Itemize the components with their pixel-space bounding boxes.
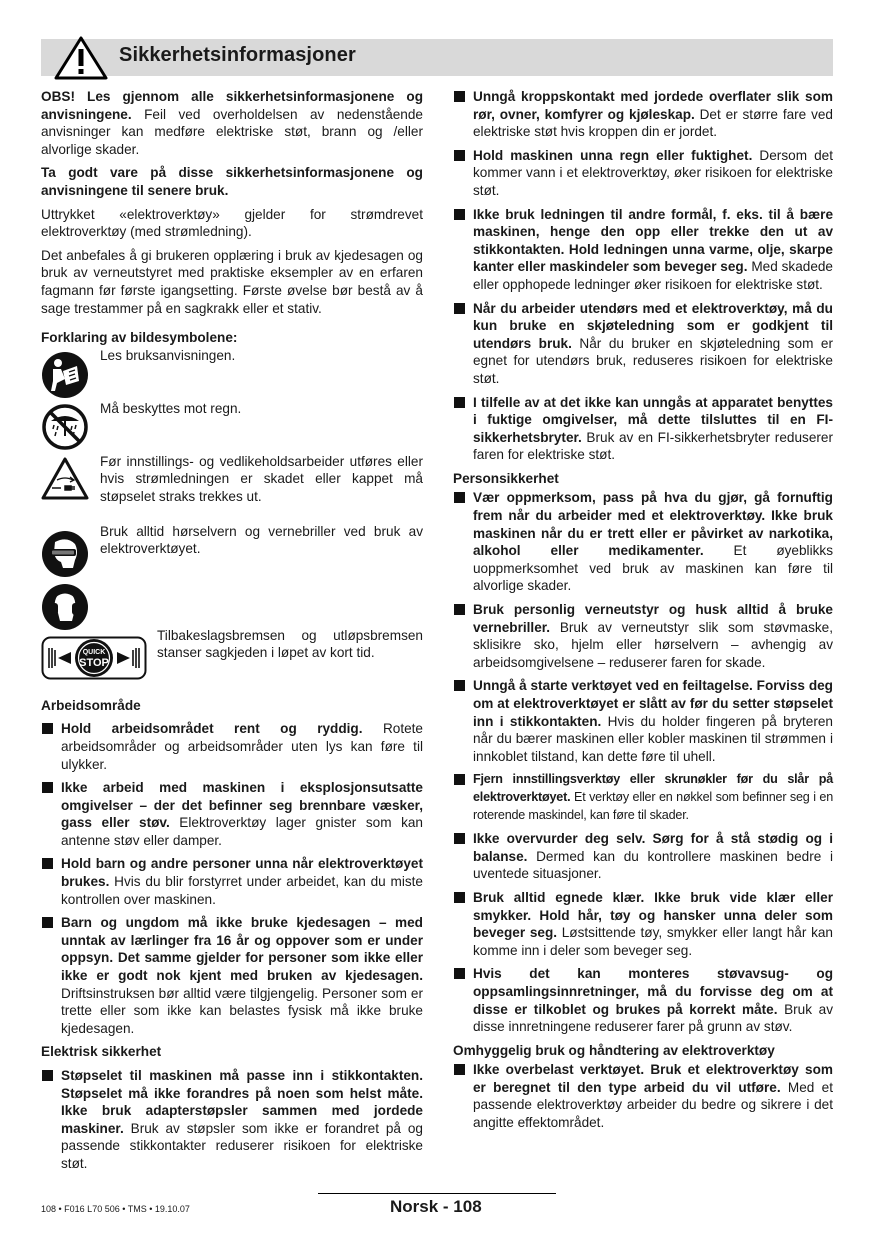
item-bold: Hold arbeidsområdet rent og ryddig. <box>61 721 363 737</box>
handling-heading: Omhyggelig bruk og håndtering av elektroverktøy <box>453 1042 775 1058</box>
list-item <box>41 720 423 773</box>
item-bold: I tilfelle av at det ikke kan unngås at apparatet benyttes i fuktige omgivelser, må dette tilsluttes til en FI-sikkerhetsbryter. <box>473 394 833 445</box>
item-bold: Hvis det kan monteres støvavsug- og oppsamlingsinnretninger, må du forvisse deg om at disse er tilkoblet og brukes på korrekt måte. <box>473 966 833 1017</box>
list-item <box>41 1067 423 1173</box>
symbol-row <box>41 583 423 633</box>
footer-rule <box>318 1193 556 1194</box>
item-text: Dermed kan du kontrollere maskinen bedre i uventede situasjoner. <box>473 848 833 882</box>
intro-paragraph <box>41 88 423 158</box>
list-item <box>41 779 423 849</box>
list-item <box>453 771 833 824</box>
list-item <box>41 855 423 908</box>
item-text: Bruk av verneutstyr slik som støvmaske, sklisikre sko, hjelm eller hørselvern – avhengig av arbeidsomgivelsene – reduserer faren for skade. <box>473 619 833 670</box>
intro-text: Feil ved overholdelsen av nedenstående anvisninger kan medføre elektriske støt, brann og /eller alvorlige skader. <box>41 106 423 157</box>
item-bold: Fjern innstillingsverktøy eller skrunøkler før du slår på elektroverktøyet. <box>473 772 833 804</box>
list-item <box>453 889 833 959</box>
list-item <box>453 394 833 464</box>
list-item <box>453 88 833 141</box>
item-bold: Ikke bruk ledningen til andre formål, f. eks. til å bære maskinen, henge den opp eller trekke den ut av stikkontakten. Hold ledningen unna varme, olje, skarpe kanter eller maskindeler som beveger seg. <box>473 206 833 275</box>
list-item <box>41 914 423 1037</box>
list-item <box>453 830 833 883</box>
item-bold: Bruk alltid egnede klær. Ikke bruk vide klær eller smykker. Hold hår, tøy og hansker unna deler som beveger seg. <box>473 889 833 941</box>
item-bold: Vær oppmerksom, pass på hva du gjør, gå fornuftig frem når du arbeider med et elektroverktøy. Ikke bruk maskinen når du er trett eller er påvirket av narkotika, alkohol eller medikamenter. <box>473 490 833 559</box>
item-bold: Hold barn og andre personer unna når elektroverktøyet brukes. <box>61 856 423 890</box>
symbol-row <box>41 400 423 457</box>
list-item <box>453 601 833 671</box>
symbol-text: Før innstillings- og vedlikeholdsarbeider utføres eller hvis strømledningen er skadet eller kappet må støpselet straks trekkes ut. <box>100 453 423 504</box>
left-column <box>41 88 423 1179</box>
item-bold: Når du arbeider utendørs med et elektroverktøy, må du kun bruke en skjøteledning som er godkjent til utendørs bruk. <box>473 300 833 351</box>
list-item <box>453 147 833 200</box>
item-bold: Ikke overvurder deg selv. Sørg for å stå stødig og i balanse. <box>473 831 833 864</box>
item-text: Bruk av støpsler som ikke er forandret på og passende stikkontakter reduserer risikoen for elektriske støt. <box>61 1120 423 1171</box>
quick-stop-icon <box>41 636 147 680</box>
keep-instructions <box>41 164 423 199</box>
symbol-text: Les bruksanvisningen. <box>100 347 236 363</box>
symbol-row <box>41 347 423 404</box>
item-bold: Ikke arbeid med maskinen i eksplosjonsutsatte omgivelser – der det befinner seg brennbare væsker, gass eller støv. <box>61 780 423 831</box>
item-text: Et øyeblikks uoppmerksomhet ved bruk av maskinen kan føre til alvorlige skader. <box>473 543 833 594</box>
intro-bold: OBS! Les gjennom alle sikkerhetsinformasjonene og anvisningene. <box>41 89 423 122</box>
no-rain-icon <box>41 403 89 451</box>
item-text: Hvis du blir forstyrret under arbeidet, kan du miste kontrollen over maskinen. <box>61 874 423 907</box>
read-manual-icon <box>41 351 89 399</box>
electrical-heading: Elektrisk sikkerhet <box>41 1044 162 1060</box>
item-bold: Ikke overbelast verktøyet. Bruk et elektroverktøy som er beregnet til den type arbeid du vil utføre. <box>473 1062 833 1095</box>
item-text: Bruk av disse innretningene reduserer farer på grunn av støv. <box>473 1001 833 1035</box>
symbol-row <box>41 627 423 697</box>
item-text: Løstsittende tøy, smykker eller langt hår kan komme inn i deler som beveger seg. <box>473 925 833 958</box>
item-text: Dersom det kommer vann i et elektroverktøy, øker risikoen for elektriske støt. <box>473 147 833 198</box>
list-item <box>453 489 833 595</box>
right-column <box>453 88 833 1138</box>
item-bold: Hold maskinen unna regn eller fuktighet. <box>473 147 753 163</box>
item-bold: Unngå kroppskontakt med jordede overflater slik som rør, ovner, komfyrer og kjøleskap. <box>473 89 833 122</box>
item-text: Et verktøy eller en nøkkel som befinner seg i en roterende maskindel, kan føre til skader. <box>473 789 833 822</box>
symbol-row <box>41 523 423 583</box>
item-text: Med skadede eller opphopede ledninger øker risikoen for elektriske støt. <box>473 259 833 292</box>
quick-label: QUICK <box>82 648 106 656</box>
list-item <box>453 965 833 1035</box>
list-item <box>453 1061 833 1131</box>
symbol-text: Må beskyttes mot regn. <box>100 400 242 416</box>
item-text: Det er større fare ved elektriske støt hvis kroppen din er jordet. <box>473 106 833 140</box>
unplug-warning-icon <box>41 456 89 504</box>
training-paragraph: Det anbefales å gi brukeren opplæring i bruk av kjedesagen og bruk av verneutstyret med praktiske eksempler av en erfaren fagmann før første igangsetting. Første øvelse bør bestå av å sage trestammer på en sagkrakk eller et stativ. <box>41 247 423 316</box>
keep-text: Ta godt vare på disse sikkerhetsinformasjonene og anvisningene til senere bruk. <box>41 165 423 198</box>
item-bold: Bruk personlig verneutstyr og husk alltid å bruke vernebriller. <box>473 602 833 635</box>
item-bold: Unngå å starte verktøyet ved en feiltagelse. Forviss deg om at elektroverktøyet er slått av før du setter støpselet inn i stikkontakten. <box>473 678 833 729</box>
footer-code: 108 • F016 L70 506 • TMS • 19.10.07 <box>41 1204 190 1214</box>
list-item <box>453 300 833 388</box>
warning-triangle-icon <box>53 35 109 81</box>
list-item <box>453 677 833 765</box>
item-text: Driftsinstruksen bør alltid være tilgjengelig. Personer som er trette eller som ikke kan belastes fysisk må ikke bruke kjedesagen. <box>61 985 423 1036</box>
item-text: Med et passende elektroverktøy arbeider du bedre og sikrere i det angitte effektområdet. <box>473 1079 833 1131</box>
page-number: Norsk - 108 <box>390 1197 482 1216</box>
symbols-heading: Forklaring av bildesymbolene: <box>41 330 238 346</box>
list-item <box>453 206 833 294</box>
ear-protection-icon <box>41 583 89 631</box>
goggles-icon <box>41 530 89 578</box>
symbol-text: Tilbakeslagsbremsen og utløpsbremsen stanser sagkjeden i løpet av kort tid. <box>157 627 423 661</box>
item-text: Rotete arbeidsområder og arbeidsområder uten lys kan føre til ulykker. <box>61 721 423 772</box>
symbol-row <box>41 453 423 527</box>
item-text: Hvis du holder fingeren på bryteren når du bærer maskinen eller kobler maskinen til strømmen i innkoblet tilstand, kan dette føre til uhell. <box>473 713 833 764</box>
term-paragraph: Uttrykket «elektroverktøy» gjelder for strømdrevet elektroverktøy (med strømledning). <box>41 206 423 240</box>
item-text: Når du bruker en skjøteledning som er egnet for utendørs bruk, reduseres risikoen for elektriske støt. <box>473 335 833 386</box>
item-bold: Barn og ungdom må ikke bruke kjedesagen – med unntak av lærlinger fra 16 år og oppover som er under oppsyn. Det samme gjelder for personer som ikke eller ikke er godt nok kjent med bruken av kjedesagen. <box>61 915 423 984</box>
item-text: Elektroverktøy lager gnister som kan antenne støv eller damper. <box>61 815 423 848</box>
symbol-text: Bruk alltid hørselvern og vernebriller ved bruk av elektroverktøyet. <box>100 523 423 557</box>
stop-label: STOP <box>79 656 109 669</box>
item-text: Bruk av en FI-sikkerhetsbryter reduserer faren for elektriske støt. <box>473 429 833 463</box>
section-header <box>41 39 833 76</box>
page-title: Sikkerhetsinformasjoner <box>119 44 356 66</box>
item-bold: Støpselet til maskinen må passe inn i stikkontakten. Støpselet må ikke forandres på noen som helst måte. Ikke bruk adapterstøpsler sammen med jordede maskiner. <box>61 1068 423 1136</box>
work-area-heading: Arbeidsområde <box>41 697 141 713</box>
personal-heading: Personsikkerhet <box>453 470 559 486</box>
